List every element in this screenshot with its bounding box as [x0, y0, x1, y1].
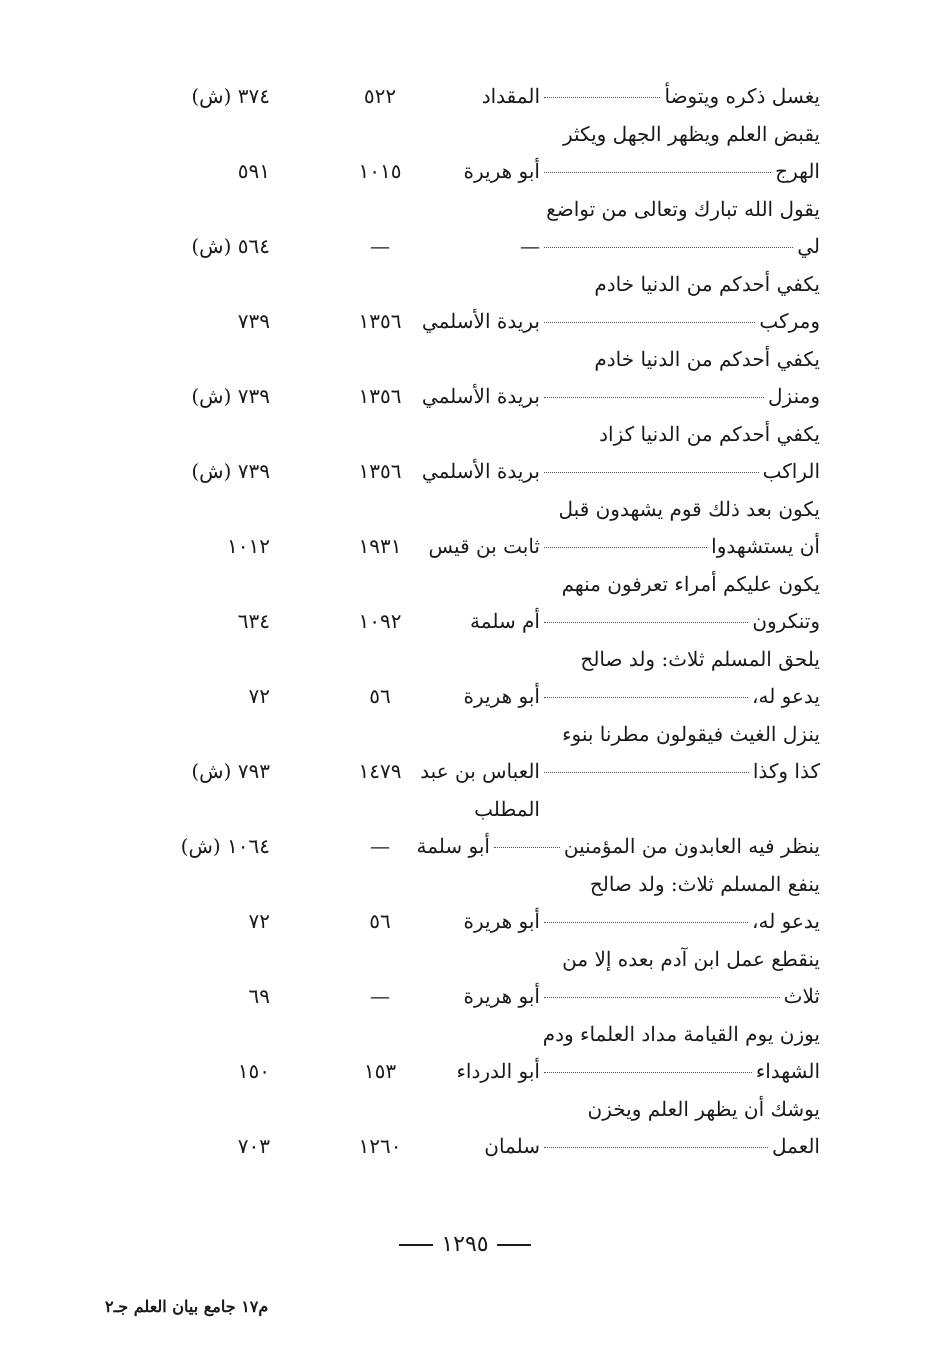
- page-reference: ١٠٦٤ (ش): [180, 834, 270, 858]
- entry-text-with-leader: [540, 153, 820, 191]
- hadith-number: —: [370, 984, 390, 1008]
- entry-text: الهرج: [775, 159, 820, 183]
- narrator-name: —: [520, 234, 540, 258]
- narrator-name: أبو هريرة: [463, 909, 540, 933]
- narrator-name: أبو سلمة: [416, 834, 490, 858]
- index-line: [140, 828, 830, 866]
- entry-text: أن يستشهدوا: [711, 534, 820, 558]
- narrator-name: أبو الدرداء: [456, 1059, 540, 1083]
- entry-text: ينزل الغيث فيقولون مطرنا بنوء: [562, 721, 820, 746]
- hadith-number: ١٠١٥: [358, 159, 402, 183]
- dot-leader: [544, 1072, 752, 1073]
- hadith-number: ٥٦: [369, 684, 391, 708]
- page-reference: ١٠١٢: [227, 534, 270, 558]
- entry-text: ومركب: [759, 309, 820, 333]
- dot-leader: [544, 97, 660, 98]
- entry-text: يكفي أحدكم من الدنيا كزاد: [599, 421, 820, 446]
- page-reference: ٧٣٩ (ش): [191, 459, 270, 483]
- narrator-name: المقداد: [481, 84, 540, 108]
- index-line: [140, 78, 830, 116]
- hadith-number: ١٩٣١: [358, 534, 402, 558]
- index-line: [140, 266, 830, 304]
- narrator-name: أبو هريرة: [463, 159, 540, 183]
- entry-text: يقول الله تبارك وتعالى من تواضع: [546, 196, 820, 221]
- index-line: [140, 1128, 830, 1166]
- hadith-number: ١٢٦٠: [358, 1134, 402, 1158]
- index-line: [140, 603, 830, 641]
- page-number-text: ١٢٩٥: [441, 1232, 489, 1257]
- entry-text: يكون بعد ذلك قوم يشهدون قبل: [558, 496, 820, 521]
- index-line: [140, 453, 830, 491]
- narrator-name: بريدة الأسلمي: [421, 309, 540, 333]
- entry-text: كذا وكذا: [752, 759, 820, 783]
- entry-text-with-leader: [540, 603, 820, 641]
- entry-text: يدعو له،: [752, 684, 820, 708]
- entry-text: ثلاث: [783, 984, 820, 1008]
- dot-leader: [544, 247, 793, 248]
- page-reference: ٧٩٣ (ش): [191, 759, 270, 783]
- narrator-name: أبو هريرة: [463, 984, 540, 1008]
- entry-text: يغسل ذكره ويتوضأ: [664, 84, 820, 108]
- page-reference: ٦٣٤: [237, 609, 270, 633]
- entry-text: يلحق المسلم ثلاث: ولد صالح: [580, 646, 820, 671]
- entry-text-with-leader: [540, 1128, 820, 1166]
- index-line: [140, 641, 830, 679]
- entry-text: لي: [797, 234, 820, 258]
- page-reference: ٧٢: [248, 684, 270, 708]
- page-reference: ٧٠٣: [237, 1134, 270, 1158]
- hadith-number: ١٣٥٦: [358, 384, 402, 408]
- narrator-name: سلمان: [484, 1134, 540, 1158]
- entry-text: العمل: [771, 1134, 820, 1158]
- entry-text-with-leader: [540, 903, 820, 941]
- entry-text-with-leader: [490, 828, 820, 866]
- entry-text-with-leader: [540, 528, 820, 566]
- dot-leader: [544, 397, 764, 398]
- index-line: [140, 491, 830, 529]
- hadith-index-list: [140, 78, 830, 1166]
- page-reference: ٧٣٩ (ش): [191, 384, 270, 408]
- narrator-name: بريدة الأسلمي: [421, 459, 540, 483]
- dot-leader: [544, 322, 755, 323]
- index-line: [140, 678, 830, 716]
- entry-text: ينفع المسلم ثلاث: ولد صالح: [589, 871, 820, 896]
- index-line: [140, 228, 830, 266]
- dot-leader: [544, 472, 759, 473]
- hadith-number: —: [370, 834, 390, 858]
- narrator-name: بريدة الأسلمي: [421, 384, 540, 408]
- index-line: [140, 1091, 830, 1129]
- index-line: [140, 341, 830, 379]
- page-reference: ٧٣٩: [237, 309, 270, 333]
- hadith-number: ١٥٣: [363, 1059, 397, 1083]
- hadith-number: ٥٢٢: [363, 84, 397, 108]
- page-number: [0, 1232, 930, 1257]
- narrator-name: ثابت بن قيس: [428, 534, 540, 558]
- dot-leader: [544, 922, 748, 923]
- entry-text: يوشك أن يظهر العلم ويخزن: [587, 1096, 820, 1121]
- entry-text: يكون عليكم أمراء تعرفون منهم: [561, 571, 820, 596]
- index-line: [140, 303, 830, 341]
- index-line: [140, 528, 830, 566]
- entry-text: ينقطع عمل ابن آدم بعده إلا من: [562, 946, 820, 971]
- page-reference: ٣٧٤ (ش): [191, 84, 270, 108]
- entry-text: يدعو له،: [752, 909, 820, 933]
- entry-text-with-leader: [540, 1053, 820, 1091]
- dash-left: [497, 1244, 531, 1246]
- dash-right: [399, 1244, 433, 1246]
- entry-text-with-leader: [540, 678, 820, 716]
- narrator-name: أم سلمة: [470, 609, 540, 633]
- index-line: [140, 153, 830, 191]
- index-line: [140, 716, 830, 754]
- page-reference: ١٥٠: [237, 1059, 270, 1083]
- entry-text: يكفي أحدكم من الدنيا خادم: [594, 271, 820, 296]
- dot-leader: [544, 172, 771, 173]
- dot-leader: [544, 997, 780, 998]
- entry-text: وتنكرون: [752, 609, 820, 633]
- entry-text: الشهداء: [755, 1059, 820, 1083]
- dot-leader: [494, 847, 560, 848]
- index-line: [140, 191, 830, 229]
- narrator-name-continued: المطلب: [474, 796, 540, 821]
- index-line: [140, 753, 830, 791]
- index-line: [140, 978, 830, 1016]
- narrator-name: أبو هريرة: [463, 684, 540, 708]
- page-reference: ٥٦٤ (ش): [191, 234, 270, 258]
- page-reference: ٥٩١: [237, 159, 270, 183]
- dot-leader: [544, 697, 748, 698]
- printer-signature: م١٧ جامع بيان العلم جـ٢: [105, 1297, 269, 1316]
- dot-leader: [544, 772, 749, 773]
- index-line: [140, 903, 830, 941]
- hadith-number: ١٣٥٦: [358, 459, 402, 483]
- index-line: [140, 791, 830, 829]
- hadith-number: ١٣٥٦: [358, 309, 402, 333]
- narrator-name: العباس بن عبد: [420, 759, 540, 783]
- index-line: [140, 1016, 830, 1054]
- entry-text-with-leader: [540, 303, 820, 341]
- dot-leader: [544, 622, 748, 623]
- dot-leader: [544, 547, 707, 548]
- hadith-number: ٥٦: [369, 909, 391, 933]
- entry-text-with-leader: [540, 228, 820, 266]
- entry-text: ومنزل: [768, 384, 820, 408]
- index-line: [140, 566, 830, 604]
- entry-text-with-leader: [540, 978, 820, 1016]
- page-reference: ٧٢: [248, 909, 270, 933]
- entry-text: ينظر فيه العابدون من المؤمنين: [563, 834, 820, 858]
- entry-text-with-leader: [540, 378, 820, 416]
- index-line: [140, 1053, 830, 1091]
- entry-text-with-leader: [540, 78, 820, 116]
- hadith-number: ١٠٩٢: [358, 609, 402, 633]
- entry-text-with-leader: [540, 753, 820, 791]
- entry-text-with-leader: [540, 453, 820, 491]
- hadith-number: ١٤٧٩: [358, 759, 402, 783]
- index-line: [140, 866, 830, 904]
- entry-text: يكفي أحدكم من الدنيا خادم: [594, 346, 820, 371]
- index-line: [140, 941, 830, 979]
- index-line: [140, 116, 830, 154]
- page-reference: ٦٩: [248, 984, 270, 1008]
- index-line: [140, 378, 830, 416]
- entry-text: يوزن يوم القيامة مداد العلماء ودم: [542, 1021, 820, 1046]
- index-line: [140, 416, 830, 454]
- hadith-number: —: [370, 234, 390, 258]
- entry-text: الراكب: [762, 459, 820, 483]
- dot-leader: [544, 1147, 768, 1148]
- entry-text: يقبض العلم ويظهر الجهل ويكثر: [562, 121, 820, 146]
